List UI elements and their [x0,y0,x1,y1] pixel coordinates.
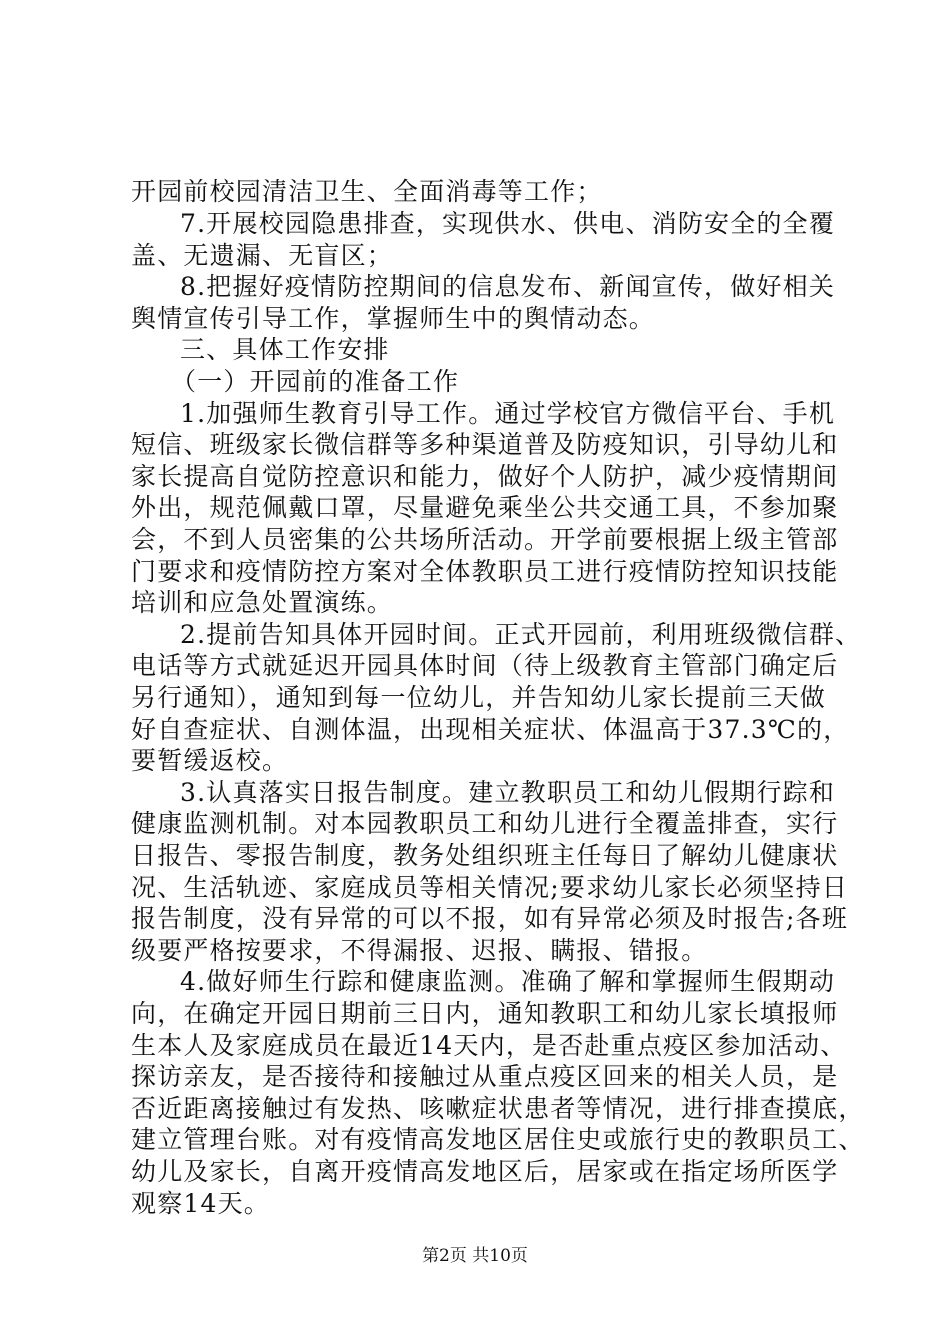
text-line: 日报告、零报告制度，教务处组织班主任每日了解幼儿健康状 [131,841,839,870]
text-line: 健康监测机制。对本园教职员工和幼儿进行全覆盖排查，实行 [131,809,839,838]
text-line: 会，不到人员密集的公共场所活动。开学前要根据上级主管部 [131,525,839,554]
text-line: 向，在确定开园日期前三日内，通知教职工和幼儿家长填报师 [131,999,839,1028]
text-line: 开园前校园清洁卫生、全面消毒等工作； [131,177,603,206]
text-line: 报告制度，没有异常的可以不报，如有异常必须及时报告;各班 [131,904,849,933]
text-line: 级要严格按要求，不得漏报、迟报、瞒报、错报。 [131,936,708,965]
text-line: 培训和应急处置演练。 [131,588,394,617]
text-line: 8.把握好疫情防控期间的信息发布、新闻宣传，做好相关 [180,272,836,301]
text-line: 生本人及家庭成员在最近14天内，是否赴重点疫区参加活动、 [131,1031,847,1060]
text-line: 要暂缓返校。 [131,746,289,775]
text-line: 另行通知），通知到每一位幼儿，并告知幼儿家长提前三天做 [131,683,826,712]
text-line: 电话等方式就延迟开园具体时间（待上级教育主管部门确定后 [131,651,839,680]
text-line: 4.做好师生行踪和健康监测。准确了解和掌握师生假期动 [180,967,836,996]
subsection-heading: （一）开园前的准备工作 [171,367,460,396]
page-number-footer: 第2页 共10页 [422,1246,528,1266]
text-line: 7.开展校园隐患排查，实现供水、供电、消防安全的全覆 [180,209,836,238]
text-line: 好自查症状、自测体温，出现相关症状、体温高于37.3℃的， [131,715,850,744]
text-line: 幼儿及家长，自离开疫情高发地区后，居家或在指定场所医学 [131,1157,839,1186]
text-line: 短信、班级家长微信群等多种渠道普及防疫知识，引导幼儿和 [131,430,839,459]
text-line: 观察14天。 [131,1189,271,1218]
text-line: 建立管理台账。对有疫情高发地区居住史或旅行史的教职员工、 [131,1125,865,1154]
text-line: 舆情宣传引导工作，掌握师生中的舆情动态。 [131,304,656,333]
text-line: 3.认真落实日报告制度。建立教职员工和幼儿假期行踪和 [180,778,836,807]
text-line: 1.加强师生教育引导工作。通过学校官方微信平台、手机 [180,399,836,428]
text-line: 况、生活轨迹、家庭成员等相关情况;要求幼儿家长必须坚持日 [131,873,849,902]
text-line: 探访亲友，是否接待和接触过从重点疫区回来的相关人员，是 [131,1062,839,1091]
text-line: 家长提高自觉防控意识和能力，做好个人防护，减少疫情期间 [131,462,839,491]
text-line: 外出，规范佩戴口罩，尽量避免乘坐公共交通工具，不参加聚 [131,493,839,522]
text-line: 否近距离接触过有发热、咳嗽症状患者等情况，进行排查摸底， [131,1094,865,1123]
text-line: 门要求和疫情防控方案对全体教职员工进行疫情防控知识技能 [131,557,839,586]
text-line: 2.提前告知具体开园时间。正式开园前，利用班级微信群、 [180,620,862,649]
text-line: 盖、无遗漏、无盲区； [131,241,394,270]
section-heading: 三、具体工作安排 [180,335,390,364]
